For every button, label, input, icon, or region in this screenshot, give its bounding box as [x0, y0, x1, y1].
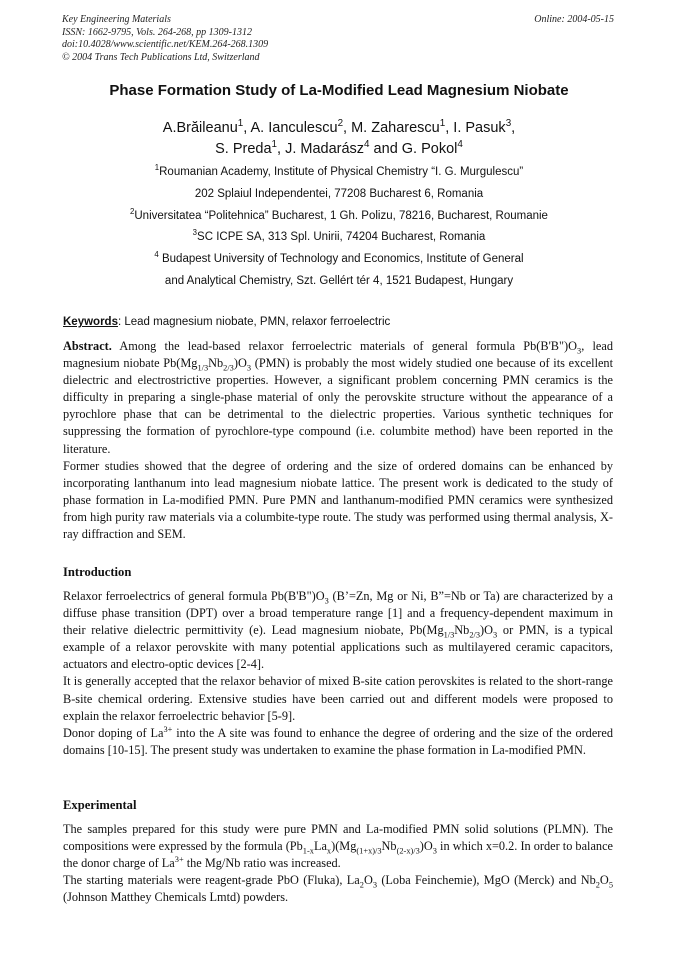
journal-copyright: © 2004 Trans Tech Publications Ltd, Switzerland	[62, 51, 260, 63]
affiliations	[0, 162, 678, 293]
affiliation-4: $^4$ Budapest University of Technology and Economics, Institute of General	[154, 250, 524, 266]
paper-title: Phase Formation Study of La-Modified Lead Magnesium Niobate	[109, 82, 569, 99]
introduction-paragraph-1: Relaxor ferroelectrics of general formula $Pb(B'B")O_3$ (B’=Zn, Mg or Ni, B”=Nb or Ta) are characterized by a diffuse phase transition (DPT) over a broad temperature range [1] and a frequency-dependent maximum in their relative dielectric permittivity (e). Lead magnesium niobate, $Pb(Mg_{1/3}Nb_{2/3})O_3$ or PMN, is a typical example of a relaxor perovskite with many potential applications such as multilayered ceramic capacitors, actuators and electro-optic devices [2-4].	[63, 589, 613, 672]
affiliation-2: $^2$Universitatea “Politehnica” Bucharest, 1 Gh. Polizu, 78216, Bucharest, Roumanie	[130, 206, 548, 222]
abstract-label: Abstract.	[63, 339, 112, 353]
author-line-2: S. Preda$^1$, J. Madarász$^4$ and G. Pokol$^4$	[215, 139, 463, 157]
introduction-paragraph-2: It is generally accepted that the relaxor behavior of mixed B-site cation perovskites is related to the short-range B-site chemical ordering. Extensive studies have been carried out and different models were proposed to explain the relaxor ferroelectric behavior [5-9].	[63, 674, 613, 723]
introduction-heading: Introduction	[63, 565, 132, 579]
author-list	[0, 118, 678, 160]
online-date: Online: 2004-05-15	[534, 14, 614, 25]
introduction-section	[63, 588, 613, 759]
journal-issn: ISSN: 1662-9795, Vols. 264-268, pp 1309-1312	[62, 26, 252, 38]
affiliation-1-address: 202 Splaiul Independentei, 77208 Bucharest 6, Romania	[194, 187, 484, 200]
affiliation-4-address: and Analytical Chemistry, Szt. Gellért tér 4, 1521 Budapest, Hungary	[164, 274, 514, 287]
journal-header	[62, 14, 268, 64]
keywords-text: Lead magnesium niobate, PMN, relaxor ferroelectric	[121, 316, 391, 328]
experimental-paragraph-1: The samples prepared for this study were pure PMN and La-modified PMN solid solutions (PLMN). The compositions were expressed by the formula $(Pb_{1-x}La_x)(Mg_{(1+x)/3}Nb_{(2-x)/3})O_3$ in which x=0.2. In order to balance the donor charge of $La^{3+}$ the Mg/Nb ratio was increased.	[63, 822, 613, 871]
keywords-label: Keywords	[63, 316, 118, 328]
abstract-paragraph-2: Former studies showed that the degree of ordering and the size of ordered domains can be enhanced by incorporating lanthanum into lead magnesium niobate lattice. The present work is dedicated to the study of phase formation in La-modified PMN. Pure PMN and lanthanum-modified PMN ceramics were synthesized from high purity raw materials via a columbite-type route. The study was performed using thermal analysis, X-ray diffraction and SEM.	[63, 458, 613, 542]
affiliation-1: $^1$Roumanian Academy, Institute of Physical Chemistry “I. G. Murgulescu”	[154, 163, 524, 178]
experimental-heading: Experimental	[63, 798, 137, 812]
abstract-paragraph-1: Abstract. Among the lead-based relaxor ferroelectric materials of general formula $Pb(B'B")O_3$, lead magnesium niobate $Pb(Mg_{1/3}Nb_{2/3})O_3$ (PMN) is probably the most widely studied one because of its excellent dielectric and electrostrictive properties. However, a significant problem concerning PMN ceramics is the difficulty in preparing a single-phase material of only the perovskite structure without the appearance of a pyrochlore phase that can be detrimental to the dielectric properties. Various synthetic techniques for suppressing the formation of pyrochlore-type compound (i.e. columbite method) have been reported in the literature.	[63, 339, 614, 456]
journal-doi: doi:10.4028/www.scientific.net/KEM.264-268.1309	[62, 39, 269, 50]
introduction-paragraph-3: Donor doping of $La^{3+}$ into the A site was found to enhance the degree of ordering and the size of the ordered domains [10-15]. The present study was undertaken to examine the phase formation in La-modified PMN.	[63, 724, 613, 757]
author-line-1: A.Brăileanu$^1$, A. Ianculescu$^2$, M. Zaharescu$^1$, I. Pasuk$^3$,	[162, 118, 516, 136]
experimental-paragraph-2: The starting materials were reagent-grade PbO (Fluka), $La_2O_3$ (Loba Feinchemie), MgO (Merck) and $Nb_2O_5$ (Johnson Matthey Chemicals Lmtd) powders.	[63, 873, 613, 905]
abstract-section	[63, 338, 613, 543]
experimental-section	[63, 821, 613, 906]
affiliation-3: $^3$SC ICPE SA, 313 Spl. Unirii, 74204 Bucharest, Romania	[192, 228, 486, 244]
journal-name: Key Engineering Materials	[62, 14, 171, 25]
keywords: Keywords: Lead magnesium niobate, PMN, relaxor ferroelectric	[63, 316, 391, 328]
